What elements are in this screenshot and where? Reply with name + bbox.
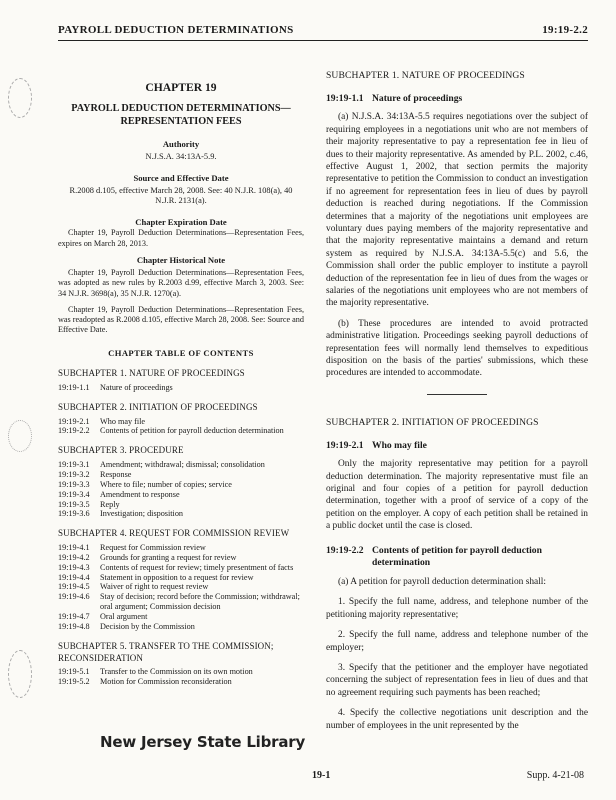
section-heading	[326, 440, 588, 453]
toc-entry-title: Contents of petition for payroll deduction determination	[100, 426, 284, 436]
toc-title: CHAPTER TABLE OF CONTENTS	[108, 347, 254, 358]
toc-entry-title: Grounds for granting a request for review	[100, 552, 237, 562]
toc-entry-title: Amendment; withdrawal; dismissal; consolidation	[100, 460, 265, 470]
toc-subchapter	[58, 528, 304, 631]
chapter-number: CHAPTER 19	[145, 81, 217, 94]
right-column	[326, 70, 588, 740]
toc-entry-title: Response	[100, 469, 132, 479]
toc-entry-number: 19:19-3.2	[58, 469, 90, 479]
toc-entry-number: 19:19-2.2	[58, 426, 90, 436]
toc-entry-number: 19:19-5.2	[58, 677, 90, 687]
toc-entry[interactable]	[58, 667, 304, 677]
header-title: PAYROLL DEDUCTION DETERMINATIONS	[58, 24, 294, 36]
toc-entry-title: Stay of decision; record before the Commission; withdrawal; oral argument; Commission decision	[100, 592, 300, 612]
punch-hole-mark	[8, 420, 32, 452]
toc-entry[interactable]	[58, 573, 304, 583]
toc-entry-title: Oral argument	[100, 611, 148, 621]
section-paragraph: (a) N.J.S.A. 34:13A-5.5 requires negotiations over the subject of requiring employees in a negotiations unit who are not members of their majority representative to pay a representation fee in lieu of dues to their majority representative. As amended by P.L. 2002, c.46, effective August 1, 2002, that section permits the majority representative to petition the Commission to conduct an investigation if no agreement for representation fees in lieu of dues by payroll deduction is reached during negotiations. If the Commission determines that a majority of the negotiations unit employees are voluntary dues paying members of the majority representative and that the majority representative maintains a demand and return system as required by N.J.S.A. 34:13A-5.5(c) and 5.6, the Commission shall order the public employer to institute a payroll deduction of the representation fee in lieu of dues from the wages or salaries of the negotiations unit employees who are not members of the majority representative.	[326, 112, 588, 309]
toc-entry-title: Request for Commission review	[100, 543, 206, 553]
toc-entry[interactable]	[58, 426, 304, 436]
toc-entry-title: Statement in opposition to a request for review	[100, 572, 254, 582]
toc-entry[interactable]	[58, 612, 304, 622]
toc-entry-title: Reply	[100, 499, 120, 509]
toc-entry-number: 19:19-2.1	[58, 416, 90, 426]
punch-hole-mark	[8, 78, 32, 118]
section-paragraph: (a) A petition for payroll deduction determination shall:	[338, 576, 547, 587]
section-heading	[326, 545, 588, 570]
toc-subchapter	[58, 445, 304, 519]
toc-entry[interactable]	[58, 417, 304, 427]
punch-hole-mark	[8, 650, 32, 698]
section-title: Who may file	[372, 439, 427, 451]
expiration-body: Chapter 19, Payroll Deduction Determinations—Representation Fees, expires on March 28, 2013.	[58, 228, 304, 248]
library-logo: New Jersey State Library	[100, 733, 306, 751]
running-header	[58, 24, 588, 41]
section-paragraph: (b) These procedures are intended to avoid protracted administrative litigation. Proceedings seeking payroll deductions of representation fees will normally lend themselves to expeditious disposition on the basis of the parties' submissions, which these procedures are intended to accommodate.	[326, 318, 588, 379]
toc-entry-title: Who may file	[100, 416, 146, 426]
authority-body: N.J.S.A. 34:13A-5.9.	[145, 152, 217, 162]
toc-entry-number: 19:19-4.1	[58, 543, 90, 553]
toc-subchapter-heading: SUBCHAPTER 3. PROCEDURE	[58, 445, 184, 456]
authority-heading: Authority	[162, 138, 200, 149]
toc-entry[interactable]	[58, 500, 304, 510]
toc-entry[interactable]	[58, 470, 304, 480]
toc-entry-number: 19:19-3.3	[58, 479, 90, 489]
toc-entry[interactable]	[58, 677, 304, 687]
toc-entry[interactable]	[58, 490, 304, 500]
toc-entry-number: 19:19-4.6	[58, 592, 90, 602]
toc-entry-title: Motion for Commission reconsideration	[100, 677, 232, 687]
section-paragraph: 1. Specify the full name, address, and telephone number of the petitioning majority representative;	[326, 597, 588, 620]
toc-entry-title: Decision by the Commission	[100, 621, 195, 631]
page-number: 19-1	[312, 770, 331, 781]
toc-entry-number: 19:19-3.1	[58, 460, 90, 470]
toc-entry-title: Investigation; disposition	[100, 509, 184, 519]
toc-entry[interactable]	[58, 563, 304, 573]
toc-entry-number: 19:19-3.4	[58, 489, 90, 499]
section-title: Nature of proceedings	[372, 92, 463, 104]
section-divider	[427, 394, 487, 395]
toc-entry-number: 19:19-1.1	[58, 382, 90, 392]
toc-entry-number: 19:19-3.6	[58, 509, 90, 519]
toc-entry[interactable]	[58, 622, 304, 632]
header-section-code: 19:19-2.2	[542, 24, 588, 36]
toc-subchapter-heading: SUBCHAPTER 4. REQUEST FOR COMMISSION REVIEW	[58, 528, 290, 539]
toc-subchapter-heading: SUBCHAPTER 2. INITIATION OF PROCEEDINGS	[58, 401, 258, 412]
toc-entry[interactable]	[58, 460, 304, 470]
toc-subchapter	[58, 402, 304, 437]
toc-entry-title: Where to file; number of copies; service	[100, 479, 232, 489]
history-paragraph: Chapter 19, Payroll Deduction Determinations—Representation Fees, was adopted as new rules by R.2003 d.99, effective March 3, 2003. See: 34 N.J.R. 3698(a), 35 N.J.R. 1270(a).	[58, 268, 304, 298]
toc-entry-title: Waiver of right to request review	[100, 582, 209, 592]
subchapter-1-heading: SUBCHAPTER 1. NATURE OF PROCEEDINGS	[326, 70, 525, 81]
toc-entry-number: 19:19-4.4	[58, 572, 90, 582]
table-of-contents	[58, 368, 304, 687]
section-number: 19:19-1.1	[326, 92, 364, 104]
section-title: Contents of petition for payroll deduction determination	[372, 544, 542, 569]
expiration-heading: Chapter Expiration Date	[135, 216, 227, 227]
section-paragraph: 3. Specify that the petitioner and the employer have negotiated concerning the subject of representation fees in lieu of dues and that no agreement requiring such payments has been reached;	[326, 662, 588, 698]
toc-entry-number: 19:19-3.5	[58, 499, 90, 509]
subchapter-2-heading: SUBCHAPTER 2. INITIATION OF PROCEEDINGS	[326, 416, 539, 428]
toc-entry-number: 19:19-4.8	[58, 621, 90, 631]
chapter-title: PAYROLL DEDUCTION DETERMINATIONS— REPRESENTATION FEES	[71, 103, 291, 127]
source-body: R.2008 d.105, effective March 28, 2008. See: 40 N.J.R. 108(a), 40 N.J.R. 2131(a).	[69, 185, 293, 206]
toc-entry-title: Contents of request for review; timely presentment of facts	[100, 562, 294, 572]
history-paragraph: Chapter 19, Payroll Deduction Determinations—Representation Fees, was readopted as R.2008 d.105, effective March 28, 2008. See: Source and Effective Date.	[58, 304, 304, 335]
toc-entry[interactable]	[58, 592, 304, 612]
supplement-date: Supp. 4-21-08	[526, 770, 584, 781]
toc-entry-title: Amendment to response	[100, 489, 180, 499]
toc-entry[interactable]	[58, 543, 304, 553]
toc-entry[interactable]	[58, 383, 304, 393]
toc-entry[interactable]	[58, 480, 304, 490]
toc-subchapter	[58, 368, 304, 393]
toc-subchapter	[58, 641, 304, 687]
left-column	[58, 70, 304, 687]
section-paragraph: 4. Specify the collective negotiations unit description and the number of employees in the unit represented by the	[326, 708, 588, 731]
toc-entry[interactable]	[58, 553, 304, 563]
toc-entry[interactable]	[58, 582, 304, 592]
toc-entry-title: Transfer to the Commission on its own motion	[100, 667, 253, 677]
toc-entry-number: 19:19-4.5	[58, 582, 90, 592]
toc-entry[interactable]	[58, 509, 304, 519]
section-number: 19:19-2.2	[326, 544, 364, 556]
toc-entry-number: 19:19-4.3	[58, 562, 90, 572]
toc-entry-title: Nature of proceedings	[100, 382, 173, 392]
toc-entry-number: 19:19-5.1	[58, 667, 90, 677]
toc-subchapter-heading: SUBCHAPTER 5. TRANSFER TO THE COMMISSION; RECONSIDERATION	[58, 640, 274, 663]
section-paragraph: 2. Specify the full name, address and telephone number of the employer;	[326, 630, 588, 653]
source-heading: Source and Effective Date	[133, 172, 229, 183]
section-paragraph: Only the majority representative may petition for a payroll deduction determination. The majority representative must file an original and four copies of a petition for payroll deduction determination, together with a proof of service of a copy of the petition on the employer. A copy of each petition shall be retained in a public docket until the case is closed.	[326, 459, 588, 532]
section-heading	[326, 93, 588, 106]
toc-entry-number: 19:19-4.7	[58, 611, 90, 621]
section-number: 19:19-2.1	[326, 439, 364, 451]
toc-entry-number: 19:19-4.2	[58, 552, 90, 562]
toc-subchapter-heading: SUBCHAPTER 1. NATURE OF PROCEEDINGS	[58, 367, 245, 378]
history-heading: Chapter Historical Note	[136, 254, 226, 265]
